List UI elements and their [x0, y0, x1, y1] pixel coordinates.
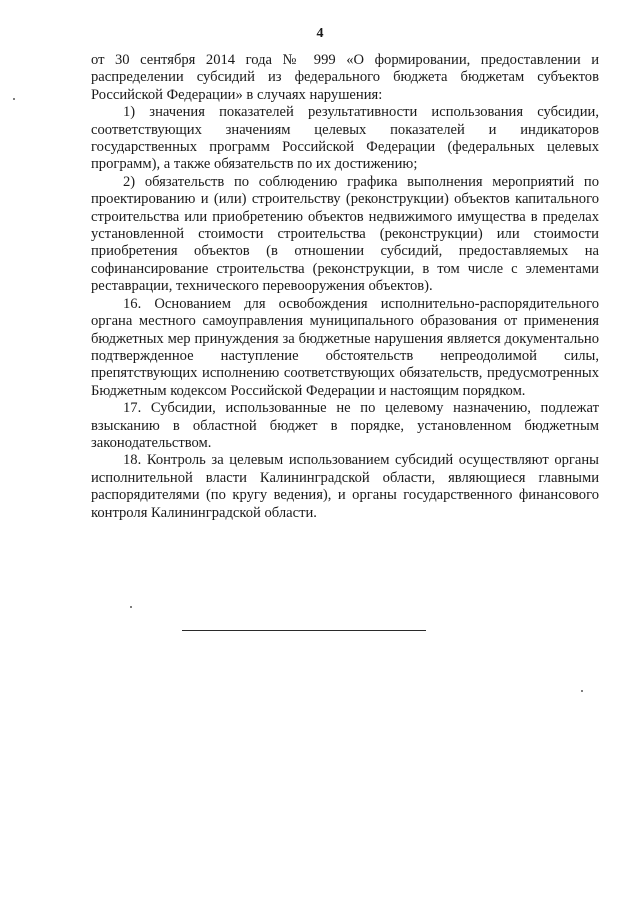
- scan-speck: [13, 98, 15, 100]
- document-body: [91, 52, 599, 522]
- scan-speck: [130, 606, 132, 608]
- paragraph-section-18: 18. Контроль за целевым использованием субсидий осуществляют органы исполнительной власти Калининградской области, являющиеся главными распорядителями (по кругу ведения), и органы государственного финансового контроля Калининградской области.: [91, 452, 599, 521]
- scan-speck: [581, 690, 583, 692]
- paragraph-section-17: 17. Субсидии, использованные не по целевому назначению, подлежат взысканию в областной бюджет в порядке, установленном бюджетным законодательством.: [91, 400, 599, 451]
- paragraph-item-1: 1) значения показателей результативности использования субсидии, соответствующих значениям целевых показателей и индикаторов государственных программ Российской Федерации (федеральных целевых программ), а также обязательств по их достижению;: [91, 104, 599, 173]
- page-number: 4: [316, 26, 324, 41]
- paragraph-section-16: 16. Основанием для освобождения исполнительно-распорядительного органа местного самоуправления муниципального образования от применения бюджетных мер принуждения за бюджетные нарушения является документально подтвержденное наступление обстоятельств непреодолимой силы, препятствующих исполнению соответствующих обязательств, предусмотренных Бюджетным кодексом Российской Федерации и настоящим порядком.: [91, 295, 599, 399]
- paragraph-item-2: 2) обязательств по соблюдению графика выполнения мероприятий по проектированию и (или) строительству (реконструкции) объектов капитального строительства или приобретению объектов недвижимого имущества в пределах установленной стоимости строительства (реконструкции) или стоимости приобретения объектов (в отношении субсидий, предоставляемых на софинансирование строительства (реконструкции, в том числе с элементами реставрации, технического перевооружения объектов).: [91, 173, 599, 295]
- end-of-document-rule: [182, 630, 426, 631]
- paragraph-intro: от 30 сентября 2014 года № 999 «О формировании, предоставлении и распределении субсидий из федерального бюджета бюджетам субъектов Российской Федерации» в случаях нарушения:: [91, 52, 599, 103]
